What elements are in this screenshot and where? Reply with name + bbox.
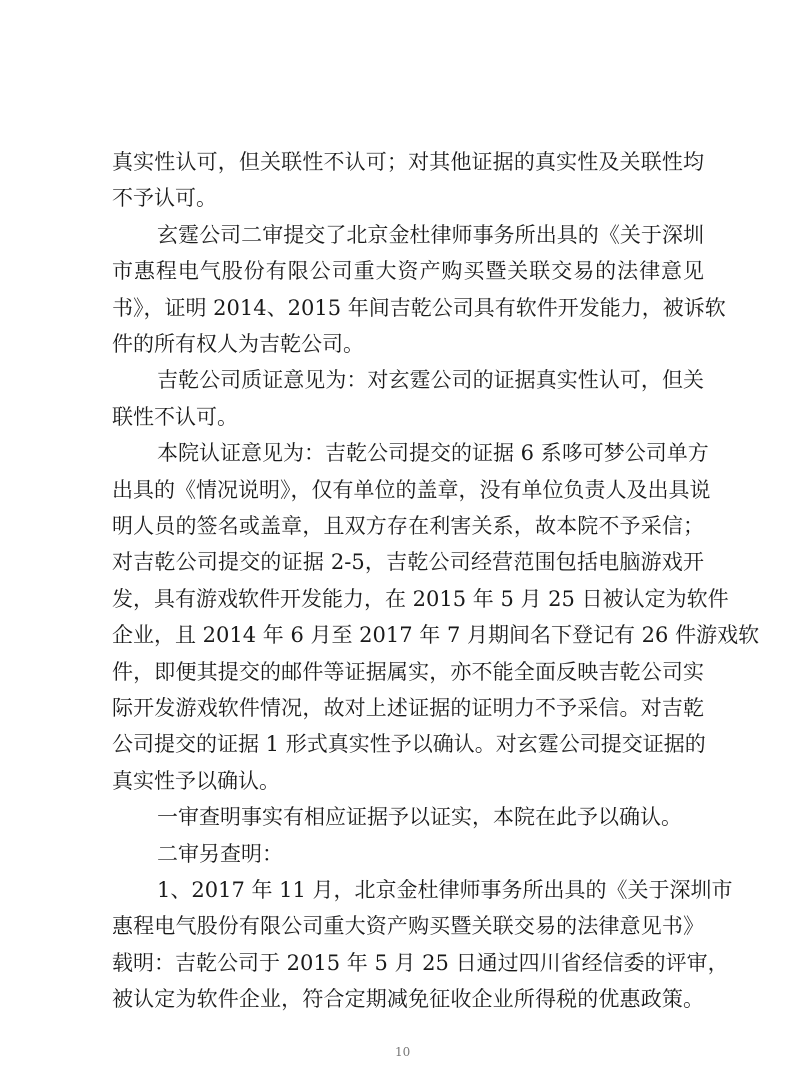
text-line: 企业，且 2014 年 6 月至 2017 年 7 月期间名下登记有 26 件游戏软 [112, 623, 760, 648]
text-line: 件的所有权人为吉乾公司。 [112, 332, 364, 356]
text-line: 真实性认可，但关联性不认可；对其他证据的真实性及关联性均 [112, 150, 704, 174]
text-line: 际开发游戏软件情况，故对上述证据的证明力不予采信。对吉乾 [112, 696, 704, 720]
text-line: 对吉乾公司提交的证据 2-5，吉乾公司经营范围包括电脑游戏开 [112, 550, 704, 575]
text-line: 不予认可。 [112, 186, 217, 211]
text-line: 书》，证明 2014、2015 年间吉乾公司具有软件开发能力，被诉软 [112, 295, 726, 320]
text-line: 公司提交的证据 1 形式真实性予以确认。对玄霆公司提交证据的 [112, 732, 706, 757]
text-line: 出具的《情况说明》，仅有单位的盖章，没有单位负责人及出具说 [112, 477, 711, 502]
text-line: 惠程电气股份有限公司重大资产购买暨关联交易的法律意见书》 [112, 914, 704, 939]
text-line: 二审另查明： [157, 841, 283, 866]
text-line: 本院认证意见为：吉乾公司提交的证据 6 系哆可梦公司单方 [157, 441, 709, 466]
text-line: 真实性予以确认。 [112, 768, 280, 793]
page-number: 10 [395, 1045, 411, 1059]
text-line: 1、2017 年 11 月，北京金杜律师事务所出具的《关于深圳市 [157, 878, 733, 902]
text-line: 载明：吉乾公司于 2015 年 5 月 25 日通过四川省经信委的评审， [112, 950, 729, 975]
text-line: 联性不认可。 [112, 404, 238, 429]
text-line: 一审查明事实有相应证据予以证实，本院在此予以确认。 [157, 805, 682, 830]
text-line: 吉乾公司质证意见为：对玄霆公司的证据真实性认可，但关 [157, 368, 704, 393]
text-line: 市惠程电气股份有限公司重大资产购买暨关联交易的法律意见 [112, 259, 704, 284]
text-line: 件，即便其提交的邮件等证据属实，亦不能全面反映吉乾公司实 [112, 659, 704, 684]
text-line: 玄霆公司二审提交了北京金杜律师事务所出具的《关于深圳 [157, 222, 704, 247]
text-line: 被认定为软件企业，符合定期减免征收企业所得税的优惠政策。 [112, 987, 704, 1012]
text-line: 明人员的签名或盖章，且双方存在利害关系，故本院不予采信； [112, 514, 704, 538]
text-line: 发，具有游戏软件开发能力，在 2015 年 5 月 25 日被认定为软件 [112, 586, 729, 611]
